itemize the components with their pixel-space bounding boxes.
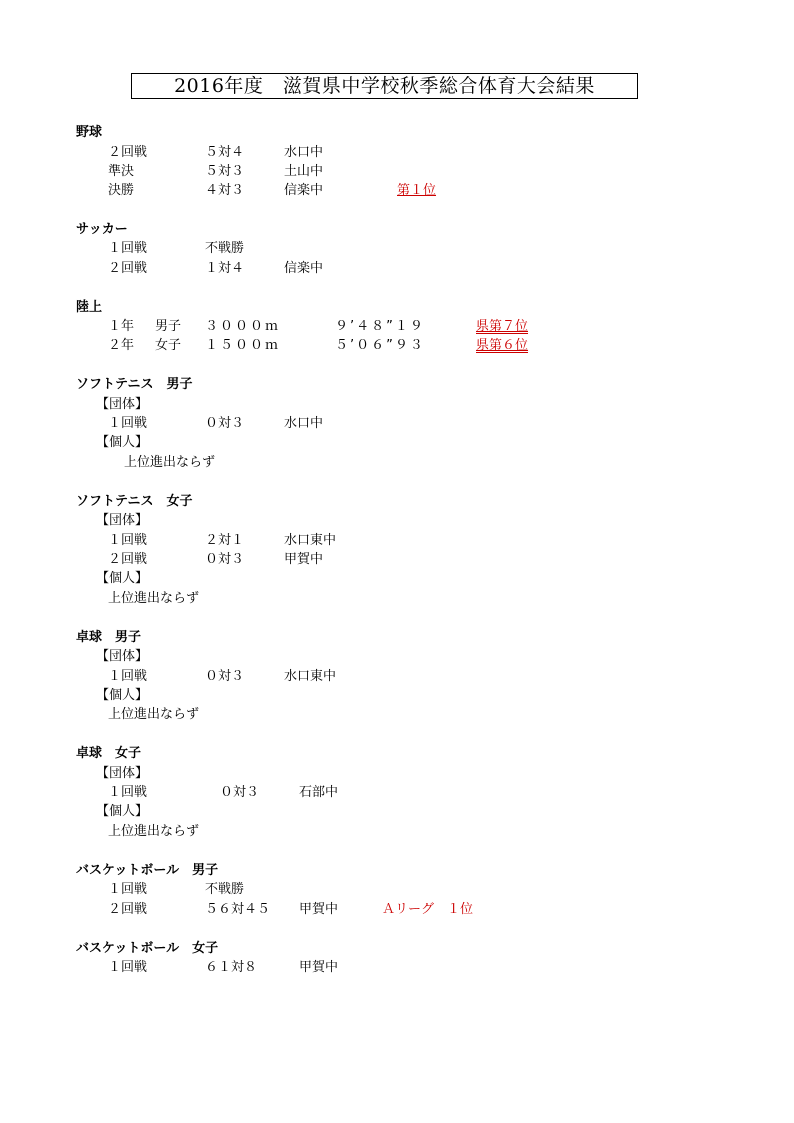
individual-result: 上位進出ならず [108,707,200,722]
gender-cell: 女子 [155,338,182,353]
team-label: 【団体】 [96,513,149,528]
team-label: 【団体】 [96,649,149,664]
round-cell: １回戦 [108,785,148,800]
round-cell: ２回戦 [108,902,148,917]
result-badge: 第１位 [397,183,437,198]
round-cell: １回戦 [108,416,148,431]
event-cell: ３０００ｍ [205,319,281,334]
section-heading-soft-tennis-girls: ソフトテニス 女子 [76,494,193,509]
opponent-cell: 甲賀中 [299,960,339,975]
individual-result: 上位進出ならず [124,455,216,470]
section-heading-track: 陸上 [76,300,103,315]
grade-cell: ２年 [108,338,135,353]
round-cell: １回戦 [108,960,148,975]
opponent-cell: 水口中 [284,416,324,431]
section-heading-soccer: サッカー [76,222,128,237]
section-heading-basketball-boys: バスケットボール 男子 [76,863,219,878]
section-heading-baseball: 野球 [76,125,103,140]
score-cell: ０対３ [205,552,245,567]
gender-cell: 男子 [155,319,182,334]
opponent-cell: 甲賀中 [284,552,324,567]
opponent-cell: 甲賀中 [299,902,339,917]
score-cell: ６１対８ [205,960,258,975]
opponent-cell: 信楽中 [284,183,324,198]
score-cell: ４対３ [205,183,245,198]
individual-result: 上位進出ならず [108,824,200,839]
result-badge: 県第７位 [476,319,529,334]
opponent-cell: 土山中 [284,164,324,179]
team-label: 【団体】 [96,766,149,781]
individual-result: 上位進出ならず [108,591,200,606]
time-cell: ９’４８”１９ [335,319,425,334]
section-heading-soft-tennis-boys: ソフトテニス 男子 [76,377,193,392]
page-title: 2016年度 滋賀県中学校秋季総合体育大会結果 [131,73,638,99]
opponent-cell: 信楽中 [284,261,324,276]
score-cell: ０対３ [220,785,260,800]
opponent-cell: 水口東中 [284,533,337,548]
opponent-cell: 石部中 [299,785,339,800]
round-cell: ２回戦 [108,261,148,276]
section-heading-basketball-girls: バスケットボール 女子 [76,941,219,956]
score-cell: ０対３ [205,669,245,684]
score-cell: ０対３ [205,416,245,431]
score-cell: 不戦勝 [205,241,245,256]
score-cell: ２対１ [205,533,245,548]
round-cell: １回戦 [108,882,148,897]
score-cell: １対４ [205,261,245,276]
opponent-cell: 水口東中 [284,669,337,684]
opponent-cell: 水口中 [284,145,324,160]
individual-label: 【個人】 [96,804,149,819]
individual-label: 【個人】 [96,435,149,450]
team-label: 【団体】 [96,397,149,412]
round-cell: ２回戦 [108,145,148,160]
round-cell: 決勝 [108,183,135,198]
individual-label: 【個人】 [96,571,149,586]
score-cell: 不戦勝 [205,882,245,897]
round-cell: １回戦 [108,241,148,256]
round-cell: １回戦 [108,669,148,684]
individual-label: 【個人】 [96,688,149,703]
round-cell: １回戦 [108,533,148,548]
score-cell: ５６対４５ [205,902,271,917]
result-badge: Ａリーグ １位 [382,902,474,917]
result-badge: 県第６位 [476,338,529,353]
event-cell: １５００ｍ [205,338,281,353]
score-cell: ５対４ [205,145,245,160]
section-heading-table-tennis-girls: 卓球 女子 [76,746,142,761]
score-cell: ５対３ [205,164,245,179]
round-cell: 準決 [108,164,135,179]
time-cell: ５’０６”９３ [335,338,425,353]
section-heading-table-tennis-boys: 卓球 男子 [76,630,142,645]
grade-cell: １年 [108,319,135,334]
round-cell: ２回戦 [108,552,148,567]
